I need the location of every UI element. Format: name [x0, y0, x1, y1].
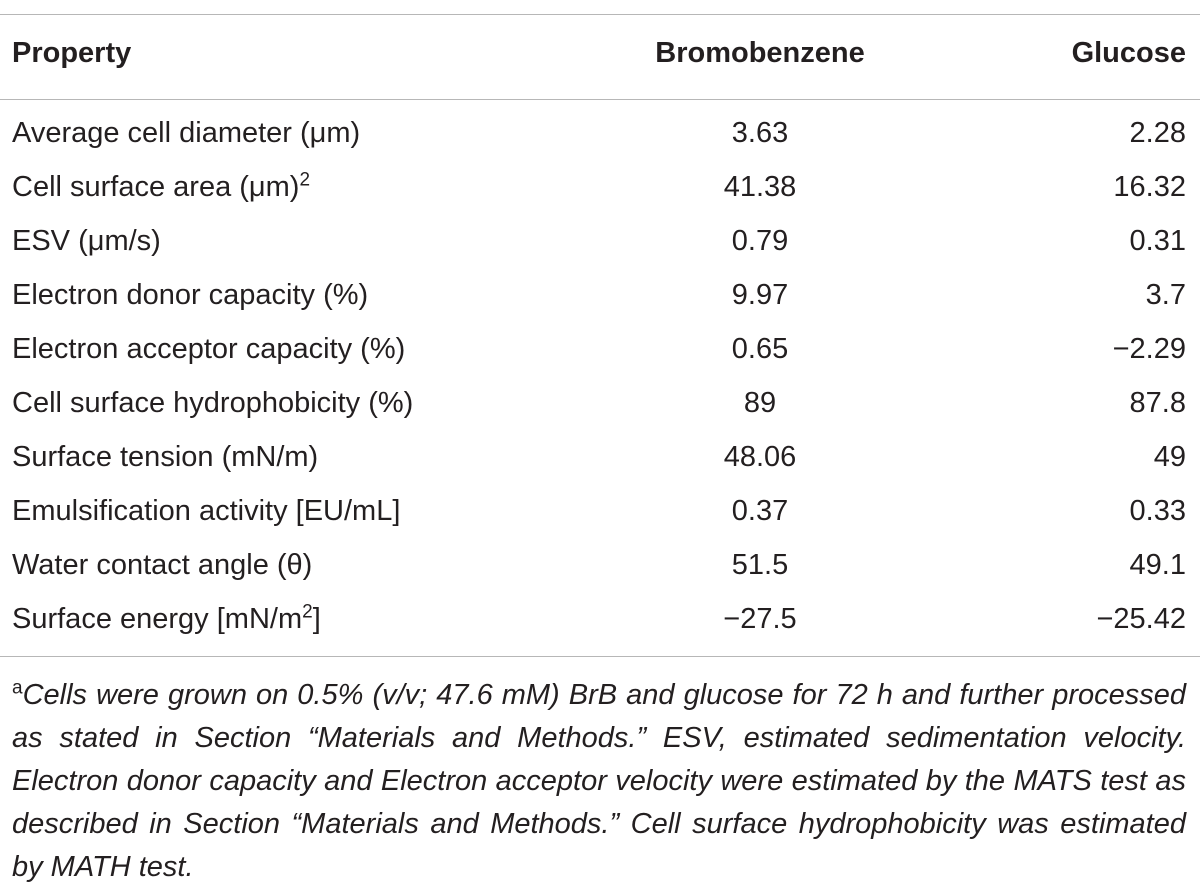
header-bottom-rule	[0, 99, 1200, 100]
property-cell: Water contact angle (θ)	[12, 549, 313, 581]
glucose-cell: 16.32	[1113, 171, 1186, 203]
table-row	[0, 214, 1200, 268]
table-header-row	[0, 26, 1200, 80]
property-cell: Surface tension (mN/m)	[12, 441, 319, 473]
property-cell: Electron acceptor capacity (%)	[12, 333, 406, 365]
table-row	[0, 376, 1200, 430]
table-top-rule	[0, 14, 1200, 15]
property-cell: Emulsification activity [EU/mL]	[12, 495, 401, 527]
bromobenzene-cell: 48.06	[723, 441, 797, 473]
bromobenzene-cell: 0.79	[731, 225, 789, 257]
table-row	[0, 484, 1200, 538]
glucose-cell: 87.8	[1129, 387, 1186, 419]
bromobenzene-cell: 0.65	[731, 333, 789, 365]
table-row	[0, 430, 1200, 484]
glucose-cell: −25.42	[1096, 603, 1186, 635]
bromobenzene-cell: 41.38	[723, 171, 797, 203]
property-cell: Cell surface area $(\mu m)^2$	[12, 169, 311, 203]
bromobenzene-cell: 0.37	[731, 495, 789, 527]
bromobenzene-cell: 3.63	[731, 117, 789, 149]
header-glucose: Glucose	[1071, 37, 1186, 69]
glucose-cell: 0.33	[1129, 495, 1186, 527]
header-bromobenzene: Bromobenzene	[655, 37, 865, 69]
table-row	[0, 322, 1200, 376]
footnote-marker: a	[12, 677, 23, 699]
footnote-text: Cells were grown on 0.5% (v/v; 47.6 mM) BrB and glucose for 72 h and further processed as stated in Section “Materials and Methods.” ESV, estimated sedimentation velocity. Electron donor capacity and Electron acceptor velocity were estimated by the MATS test as described in Section “Materials and Methods.” Cell surface hydrophobicity was estimated by MATH test.	[12, 679, 1186, 883]
bromobenzene-cell: 51.5	[731, 549, 789, 581]
table-row	[0, 268, 1200, 322]
bromobenzene-cell: −27.5	[723, 603, 797, 635]
property-cell: Surface energy $[mN/m^2]$	[12, 601, 321, 635]
table-row	[0, 538, 1200, 592]
property-cell: Electron donor capacity (%)	[12, 279, 369, 311]
glucose-cell: 49.1	[1129, 549, 1186, 581]
table-footnote	[12, 674, 1186, 889]
glucose-cell: 49	[1153, 441, 1186, 473]
glucose-cell: 3.7	[1145, 279, 1186, 311]
header-property: Property	[12, 37, 132, 69]
bromobenzene-cell: 9.97	[731, 279, 789, 311]
table-row	[0, 106, 1200, 160]
table-row	[0, 592, 1200, 646]
glucose-cell: −2.29	[1112, 333, 1186, 365]
glucose-cell: 0.31	[1129, 225, 1186, 257]
property-cell: ESV (μm/s)	[12, 225, 161, 257]
table-row	[0, 160, 1200, 214]
property-cell: Cell surface hydrophobicity (%)	[12, 387, 414, 419]
glucose-cell: 2.28	[1129, 117, 1186, 149]
bromobenzene-cell: 89	[743, 387, 777, 419]
property-cell: Average cell diameter (μm)	[12, 117, 361, 149]
table-bottom-rule	[0, 656, 1200, 657]
